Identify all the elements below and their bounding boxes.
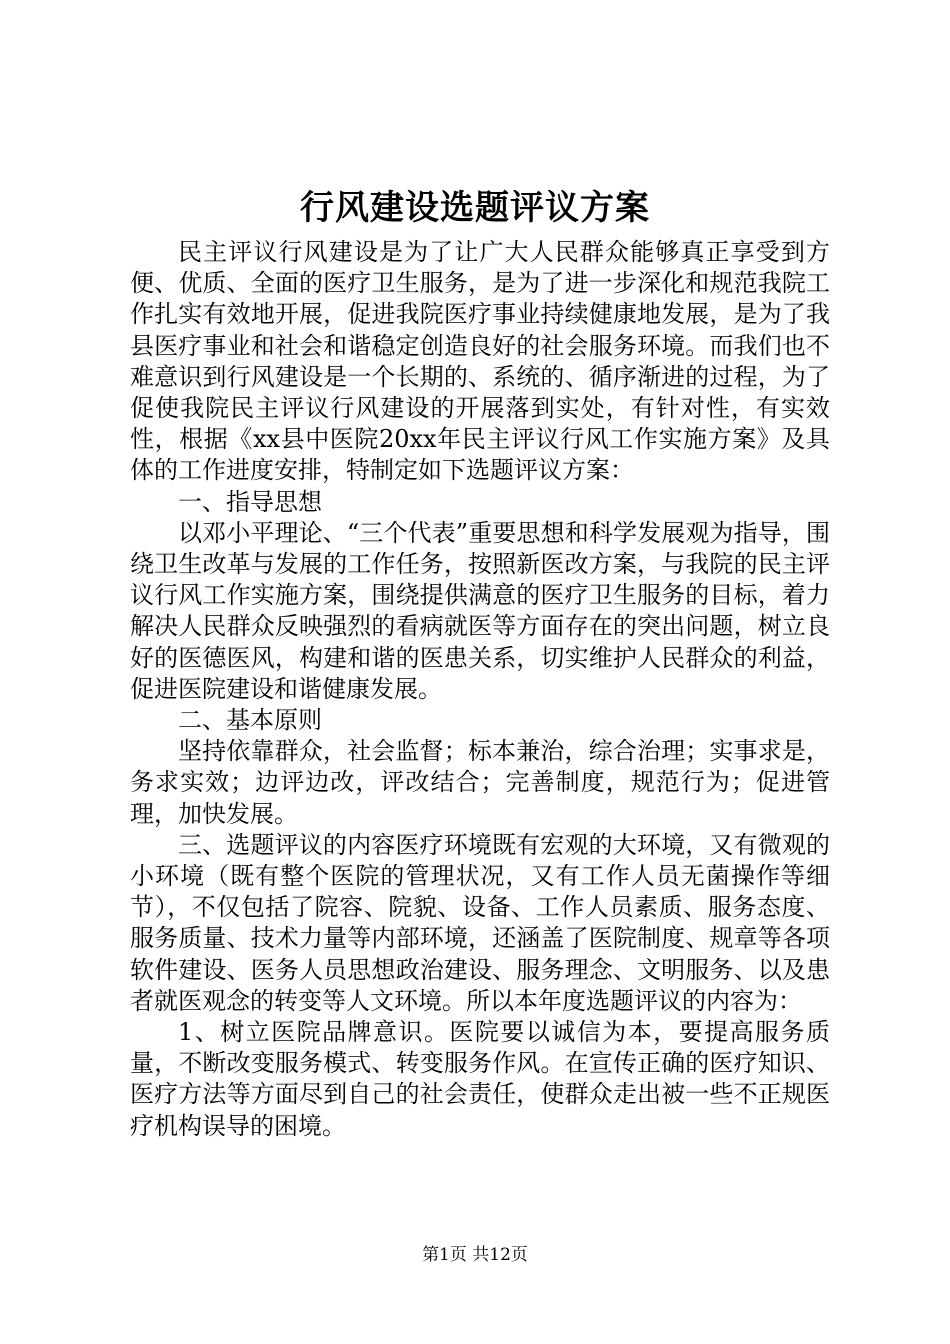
evaluation-content-paragraph: 三、选题评议的内容医疗环境既有宏观的大环境，又有微观的小环境（既有整个医院的管理状况，又有工作人员无菌操作等细节），不仅包括了院容、院貌、设备、工作人员素质、服务态度、服务质量、技术力量等内部环境，还涵盖了医院制度、规章等各项软件建设、医务人员思想政治建设、服务理念、文明服务、以及患者就医观念的转变等人文环境。所以本年度选题评议的内容为：: [130, 830, 830, 1015]
guiding-ideology-paragraph: 以邓小平理论、“三个代表”重要思想和科学发展观为指导，围绕卫生改革与发展的工作任务，按照新医改方案，与我院的民主评议行风工作实施方案，围绕提供满意的医疗卫生服务的目标，着力解决人民群众反映强烈的看病就医等方面存在的突出问题，树立良好的医德医风，构建和谐的医患关系，切实维护人民群众的利益，促进医院建设和谐健康发展。: [130, 518, 830, 703]
section-heading-guiding-ideology: 一、指导思想: [178, 487, 322, 516]
document-title: 行风建设选题评议方案: [300, 188, 650, 228]
page-footer: 第1页 共12页: [422, 1245, 528, 1265]
basic-principles-paragraph: 坚持依靠群众，社会监督；标本兼治，综合治理；实事求是，务求实效；边评边改，评改结合；完善制度，规范行为；促进管理，加快发展。: [130, 737, 830, 828]
section-heading-basic-principles: 二、基本原则: [178, 706, 322, 735]
intro-paragraph: 民主评议行风建设是为了让广大人民群众能够真正享受到方便、优质、全面的医疗卫生服务，是为了进一步深化和规范我院工作扎实有效地开展，促进我院医疗事业持续健康地发展，是为了我县医疗事业和社会和谐稳定创造良好的社会服务环境。而我们也不难意识到行风建设是一个长期的、系统的、循序渐进的过程，为了促使我院民主评议行风建设的开展落到实处，有针对性，有实效性，根据《xx县中医院20xx年民主评议行风工作实施方案》及具体的工作进度安排，特制定如下选题评议方案：: [130, 238, 830, 485]
hospital-brand-paragraph: 1、树立医院品牌意识。医院要以诚信为本，要提高服务质量，不断改变服务模式、转变服务作风。在宣传正确的医疗知识、医疗方法等方面尽到自己的社会责任，使群众走出被一些不正规医疗机构误导的困境。: [130, 1018, 830, 1140]
document-body: [130, 237, 830, 1142]
